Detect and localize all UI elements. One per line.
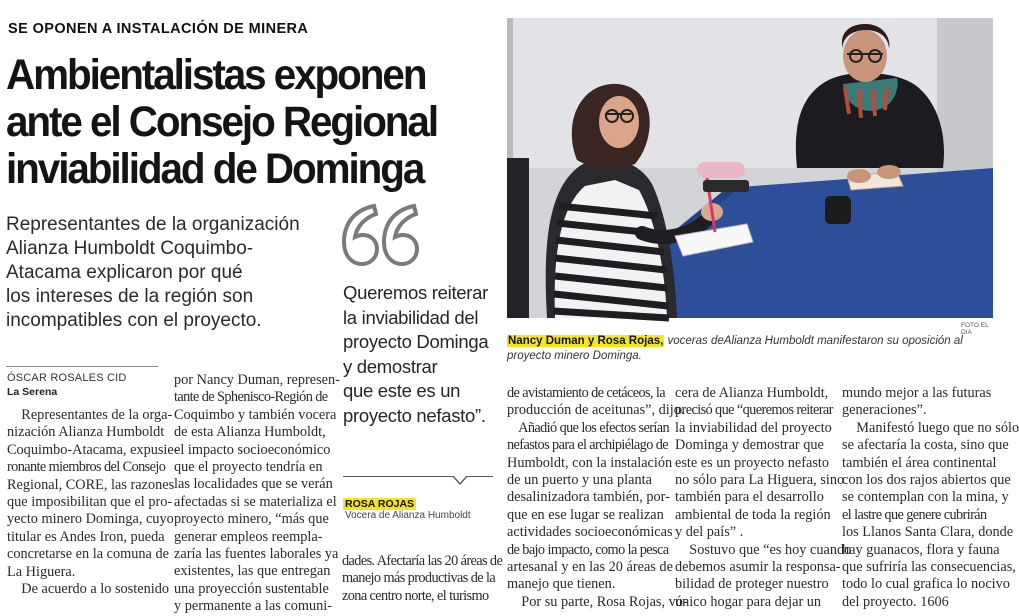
body-line: actividades socioeconómicas [507,524,673,541]
pull-quote [343,281,493,428]
body-column-2 [174,372,340,616]
lead-line: Representantes de la organización [6,214,300,235]
body-line: se afectaría la costa, sino que [842,437,1009,454]
body-column-1 [7,407,179,598]
body-line: ambiental de toda la región [675,506,831,523]
body-line: existentes, las que entregan [174,563,331,580]
body-line: concretarse en la comuna de [7,546,169,563]
pull-quote-line: proyecto nefasto”. [343,404,486,426]
caption-names: Nancy Duman y Rosa Rojas, [508,335,664,347]
body-line: manejo que tienen. [507,576,616,593]
pull-quote-line: proyecto Dominga [343,331,489,352]
body-line: que el proyecto tendría en [174,459,323,476]
body-line: Sostuvo que “es hoy cuando [675,541,852,558]
body-line: desalinizadora también, por- [507,489,670,506]
body-line: que en ese lugar se realizan [507,506,664,523]
pull-quote-line: la inviabilidad del [343,306,479,328]
body-line: también el área continental [842,454,997,471]
photo-illustration [507,18,993,318]
headline-line: ante el Consejo Regional [6,98,438,146]
body-line: Añadió que los efectos serían [507,419,670,436]
body-line: por Nancy Duman, represen- [174,372,340,388]
body-line: el lastre que genere cubrirán [842,506,987,523]
body-column-3 [507,385,688,611]
body-line: los Llanos Santa Clara, donde [842,524,1014,541]
body-line: todo lo cual grafica lo nocivo [842,576,1010,593]
body-line: afectadas si se materializa el [174,493,337,510]
quote-author-role: Vocera de Alianza Humboldt [345,510,471,521]
lead-line: Atacama explicaron por qué [6,262,243,283]
body-line: precisó que “queremos reiterar [675,402,833,419]
body-line: de un puerto y una planta [507,472,652,489]
quote-author-name: ROSA ROJAS [345,498,415,510]
body-line: dades. Afectaría las 20 áreas de [342,553,503,569]
body-line: Coquimbo-Atacama, expusie- [7,441,179,458]
body-line: manejo más productivas de la [342,570,496,587]
body-line: Por su parte, Rosa Rojas, vo- [507,593,688,610]
body-line: Manifestó luego que no sólo [842,419,1019,436]
body-line: generaciones”. [842,402,927,419]
body-line: producción de aceitunas”, dijo. [507,402,685,419]
body-line: zaría las fuentes laborales ya [174,546,339,563]
headline [6,52,457,193]
pull-quote-line: que este es un [343,380,461,401]
lead-line: Alianza Humboldt Coquimbo- [6,238,254,259]
body-line: y permanente a las comuni- [174,598,332,615]
body-line: nefastos para el archipiélago de [507,437,669,454]
body-line: De acuerdo a lo sostenido [7,581,169,598]
byline-divider [6,366,158,367]
body-line: que imposibilitan que el pro- [7,494,173,511]
body-line: único hogar para dejar un [675,593,822,610]
body-line: Humboldt, con la instalación [507,454,673,471]
body-line: del proyecto. 1606 [842,593,949,610]
body-line: Representantes de la orga- [7,407,173,423]
body-line: de esta Alianza Humboldt, [174,424,326,441]
body-line: no sólo para La Higuera, sino [675,472,845,489]
body-line: yecto minero Dominga, cuyo [7,511,174,528]
byline-author: ÓSCAR ROSALES CID [7,372,127,384]
body-line: de avistamiento de cetáceos, la [507,385,666,401]
body-line: una proyección sustentable [174,580,329,597]
kicker: SE OPONEN A INSTALACIÓN DE MINERA [8,21,309,37]
caption-text: voceras deAlianza Humboldt manifestaron su oposición al proyecto minero Dominga. [507,335,963,362]
body-line: hay guanacos, flora y fauna [842,541,1000,558]
body-line: este es un proyecto nefasto [675,454,830,471]
body-line: y del país” . [675,524,744,541]
headline-line: Ambientalistas exponen [6,51,426,99]
body-line: las localidades que se verán [174,476,333,493]
body-line: bilidad de proteger nuestro [675,576,829,593]
lead-line: incompatibles con el proyecto. [6,310,262,331]
body-line: Dominga y demostrar que [675,437,824,454]
article-photo [507,18,993,318]
headline-line: inviabilidad de Dominga [6,145,424,193]
body-line: nización Alianza Humboldt [7,424,165,441]
byline-city: La Serena [7,386,58,398]
photo-caption [507,334,997,363]
body-column-mid [342,553,503,605]
body-line: la inviabilidad del proyecto [675,419,832,436]
body-line: se contemplan con la mina, y [842,489,1009,506]
body-line: titular es Andes Iron, pueda [7,528,165,545]
quote-divider [343,476,493,477]
body-line: con los dos rajos abiertos que [842,472,1011,489]
body-line: también para el desarrollo [675,489,824,506]
photo-credit: FOTO EL DIA [961,322,989,336]
body-line: ronante miembros del Consejo [7,459,166,476]
body-line: mundo mejor a las futuras [842,385,992,401]
body-line: artesanal y en las 20 áreas de [507,559,673,576]
body-line: La Higuera. [7,563,76,580]
quote-pointer [452,476,468,485]
body-line: zona centro norte, el turismo [342,587,489,604]
body-line: el impacto socioeconómico [174,441,331,458]
body-line: cera de Alianza Humboldt, [675,385,829,401]
body-line: de bajo impacto, como la pesca [507,541,669,558]
pull-quote-line: Queremos reiterar [343,282,489,303]
body-line: debemos asumir la responsa- [675,559,841,576]
body-line: Regional, CORE, las razones [7,476,175,493]
pull-quote-line: y demostrar [343,355,438,377]
body-column-4 [675,385,852,611]
body-line: Coquimbo y también vocera [174,406,337,423]
body-column-5 [842,385,1019,611]
body-line: generar empleos reempla- [174,528,323,545]
body-line: que sufriría las consecuencias, [842,559,1016,576]
body-line: proyecto minero, “más que [174,511,329,528]
quotation-mark-icon [340,200,420,270]
body-line: tante de Sphenisco-Región de [174,389,328,406]
lead-line: los intereses de la región son [6,286,254,307]
lead-paragraph [6,213,336,333]
